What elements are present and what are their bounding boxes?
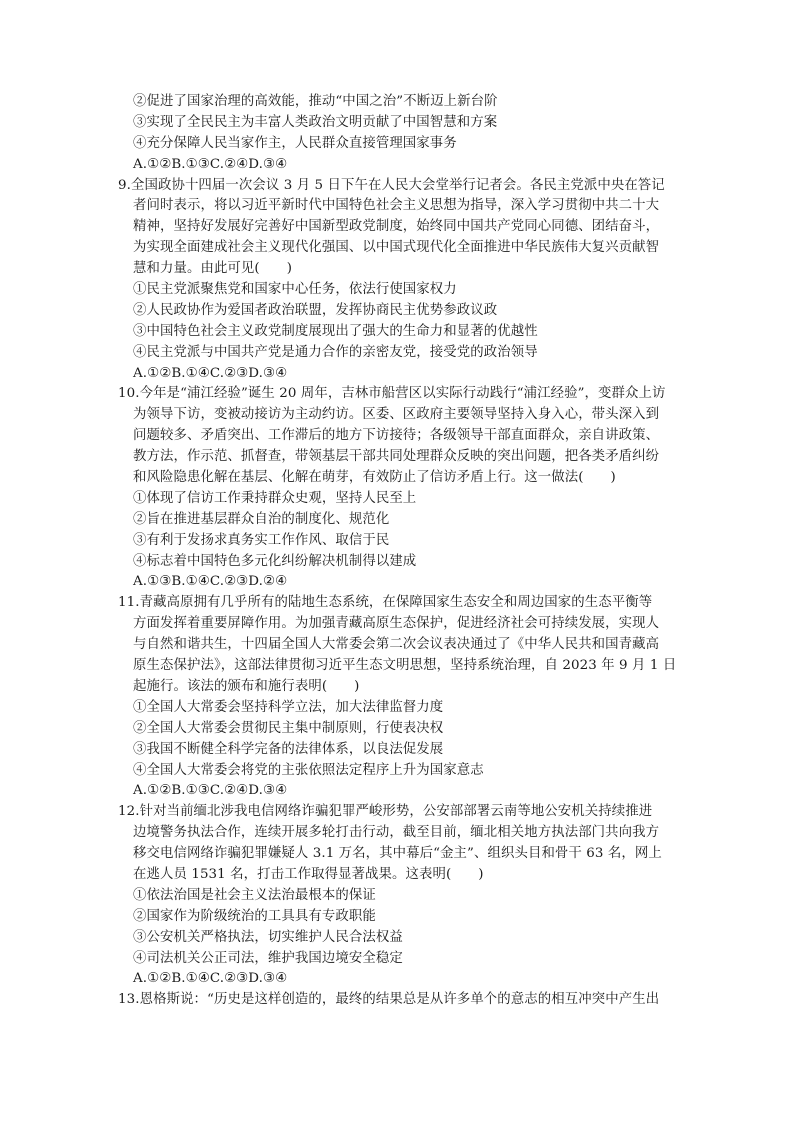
q9-stem-line: 为实现全面建成社会主义现代化强国、以中国式现代化全面推进中华民族伟大复兴贡献智	[133, 240, 660, 256]
q9-option-4: ④民主党派与中国共产党是通力合作的亲密友党，接受党的政治领导	[133, 344, 538, 360]
q10-stem-line: 教方法，作示范、抓督查，带领基层干部共同处理群众反映的突出问题，把各类矛盾纠纷	[133, 449, 660, 465]
q10-stem-line: 问题较多、矛盾突出、工作滞后的地方下访接待；各级领导干部直面群众，亲自讲政策、	[133, 428, 660, 444]
q11-stem-line: 原生态保护法》，这部法律贯彻习近平生态文明思想，坚持系统治理，自 2023 年 9 月 1 日	[133, 658, 677, 674]
q10-choices: A.①③B.①④C.②③D.②④	[133, 574, 288, 590]
q8-choices: A.①②B.①③C.②④D.③④	[133, 156, 288, 172]
q11-stem-line: 与自然和谐共生，十四届全国人大常委会第二次会议表决通过了《中华人民共和国青藏高	[133, 637, 660, 653]
q10-stem-line: 为领导下访，变被动接访为主动约访。区委、区政府主要领导坚持入身入心，带头深入到	[133, 407, 660, 423]
q10-option-1: ①体现了信访工作秉持群众史观，坚持人民至上	[133, 490, 417, 506]
q11-stem-line: 方面发挥着重要屏障作用。为加强青藏高原生态保护，促进经济社会可持续发展，实现人	[133, 616, 660, 632]
q10-stem-line: 和风险隐患化解在基层、化解在萌芽，有效防止了信访矛盾上行。这一做法( )	[133, 470, 616, 486]
q11-option-3: ③我国不断健全科学完备的法律体系，以良法促发展	[133, 741, 444, 757]
q9-option-3: ③中国特色社会主义政党制度展现出了强大的生命力和显著的优越性	[133, 323, 538, 339]
q8-option-2: ②促进了国家治理的高效能，推动“中国之治”不断迈上新台阶	[133, 94, 498, 109]
q10-option-4: ④标志着中国特色多元化纠纷解决机制得以建成	[133, 553, 417, 569]
q9-option-1: ①民主党派聚焦党和国家中心任务，依法行使国家权力	[133, 282, 457, 298]
exam-page	[118, 92, 678, 1011]
q12-choices: A.①②B.①④C.②③D.③④	[133, 971, 288, 987]
q12-stem-line: 移交电信网络诈骗犯罪嫌疑人 3.1 万名，其中幕后“金主”、组织头目和骨干 63 名，网上	[133, 846, 662, 862]
question-10	[118, 384, 678, 593]
q8-option-3: ③实现了全民民主为丰富人类政治文明贡献了中国智慧和方案	[133, 114, 498, 130]
q9-stem-line: 精神，坚持好发展好完善好中国新型政党制度，始终同中国共产党同心同德、团结奋斗，	[133, 219, 660, 235]
question-11	[118, 593, 678, 802]
question-13	[118, 990, 678, 1011]
question-12	[118, 802, 678, 990]
q9-stem-line: 者问时表示，将以习近平新时代中国特色社会主义思想为指导，深入学习贯彻中共二十大	[133, 198, 660, 214]
q13-stem-line: 13.恩格斯说：“历史是这样创造的，最终的结果总是从许多单个的意志的相互冲突中产生出	[118, 992, 660, 1008]
q10-stem-line: 10.今年是“浦江经验”诞生 20 周年，吉林市船营区以实际行动践行“浦江经验”，变群众上访	[118, 386, 666, 402]
q9-stem-line: 9.全国政协十四届一次会议 3 月 5 日下午在人民大会堂举行记者会。各民主党派中央在答记	[118, 177, 665, 193]
q12-option-1: ①依法治国是社会主义法治最根本的保证	[133, 887, 376, 903]
q12-stem-line: 在逃人员 1531 名，打击工作取得显著战果。这表明( )	[133, 866, 484, 882]
q12-option-3: ③公安机关严格执法，切实维护人民合法权益	[133, 929, 403, 945]
q10-option-2: ②旨在推进基层群众自治的制度化、规范化	[133, 511, 390, 527]
q12-stem-line: 12.针对当前缅北涉我电信网络诈骗犯罪严峻形势，公安部部署云南等地公安机关持续推进	[118, 804, 653, 820]
q9-choices: A.①②B.①④C.②③D.③④	[133, 365, 288, 381]
q12-stem-line: 边境警务执法合作，连续开展多轮打击行动，截至目前，缅北相关地方执法部门共向我方	[133, 825, 660, 841]
q9-option-2: ②人民政协作为爱国者政治联盟，发挥协商民主优势参政议政	[133, 302, 498, 318]
q11-option-2: ②全国人大常委会贯彻民主集中制原则，行使表决权	[133, 720, 444, 736]
q11-stem-line: 起施行。该法的颁布和施行表明( )	[133, 678, 360, 694]
q11-stem-line: 11.青藏高原拥有几乎所有的陆地生态系统，在保障国家生态安全和周边国家的生态平衡等	[118, 595, 653, 611]
question-8-tail	[118, 92, 678, 176]
q12-option-2: ②国家作为阶级统治的工具具有专政职能	[133, 908, 376, 924]
question-9	[118, 176, 678, 385]
q10-option-3: ③有利于发扬求真务实工作作风、取信于民	[133, 532, 390, 548]
q9-stem-line: 慧和力量。由此可见( )	[133, 261, 293, 277]
q11-choices: A.①②B.①③C.②④D.③④	[133, 783, 288, 799]
q11-option-4: ④全国人大常委会将党的主张依照法定程序上升为国家意志	[133, 762, 484, 778]
q8-option-4: ④充分保障人民当家作主，人民群众直接管理国家事务	[133, 135, 457, 151]
q11-option-1: ①全国人大常委会坚持科学立法，加大法律监督力度	[133, 699, 444, 715]
q12-option-4: ④司法机关公正司法，维护我国边境安全稳定	[133, 950, 403, 966]
